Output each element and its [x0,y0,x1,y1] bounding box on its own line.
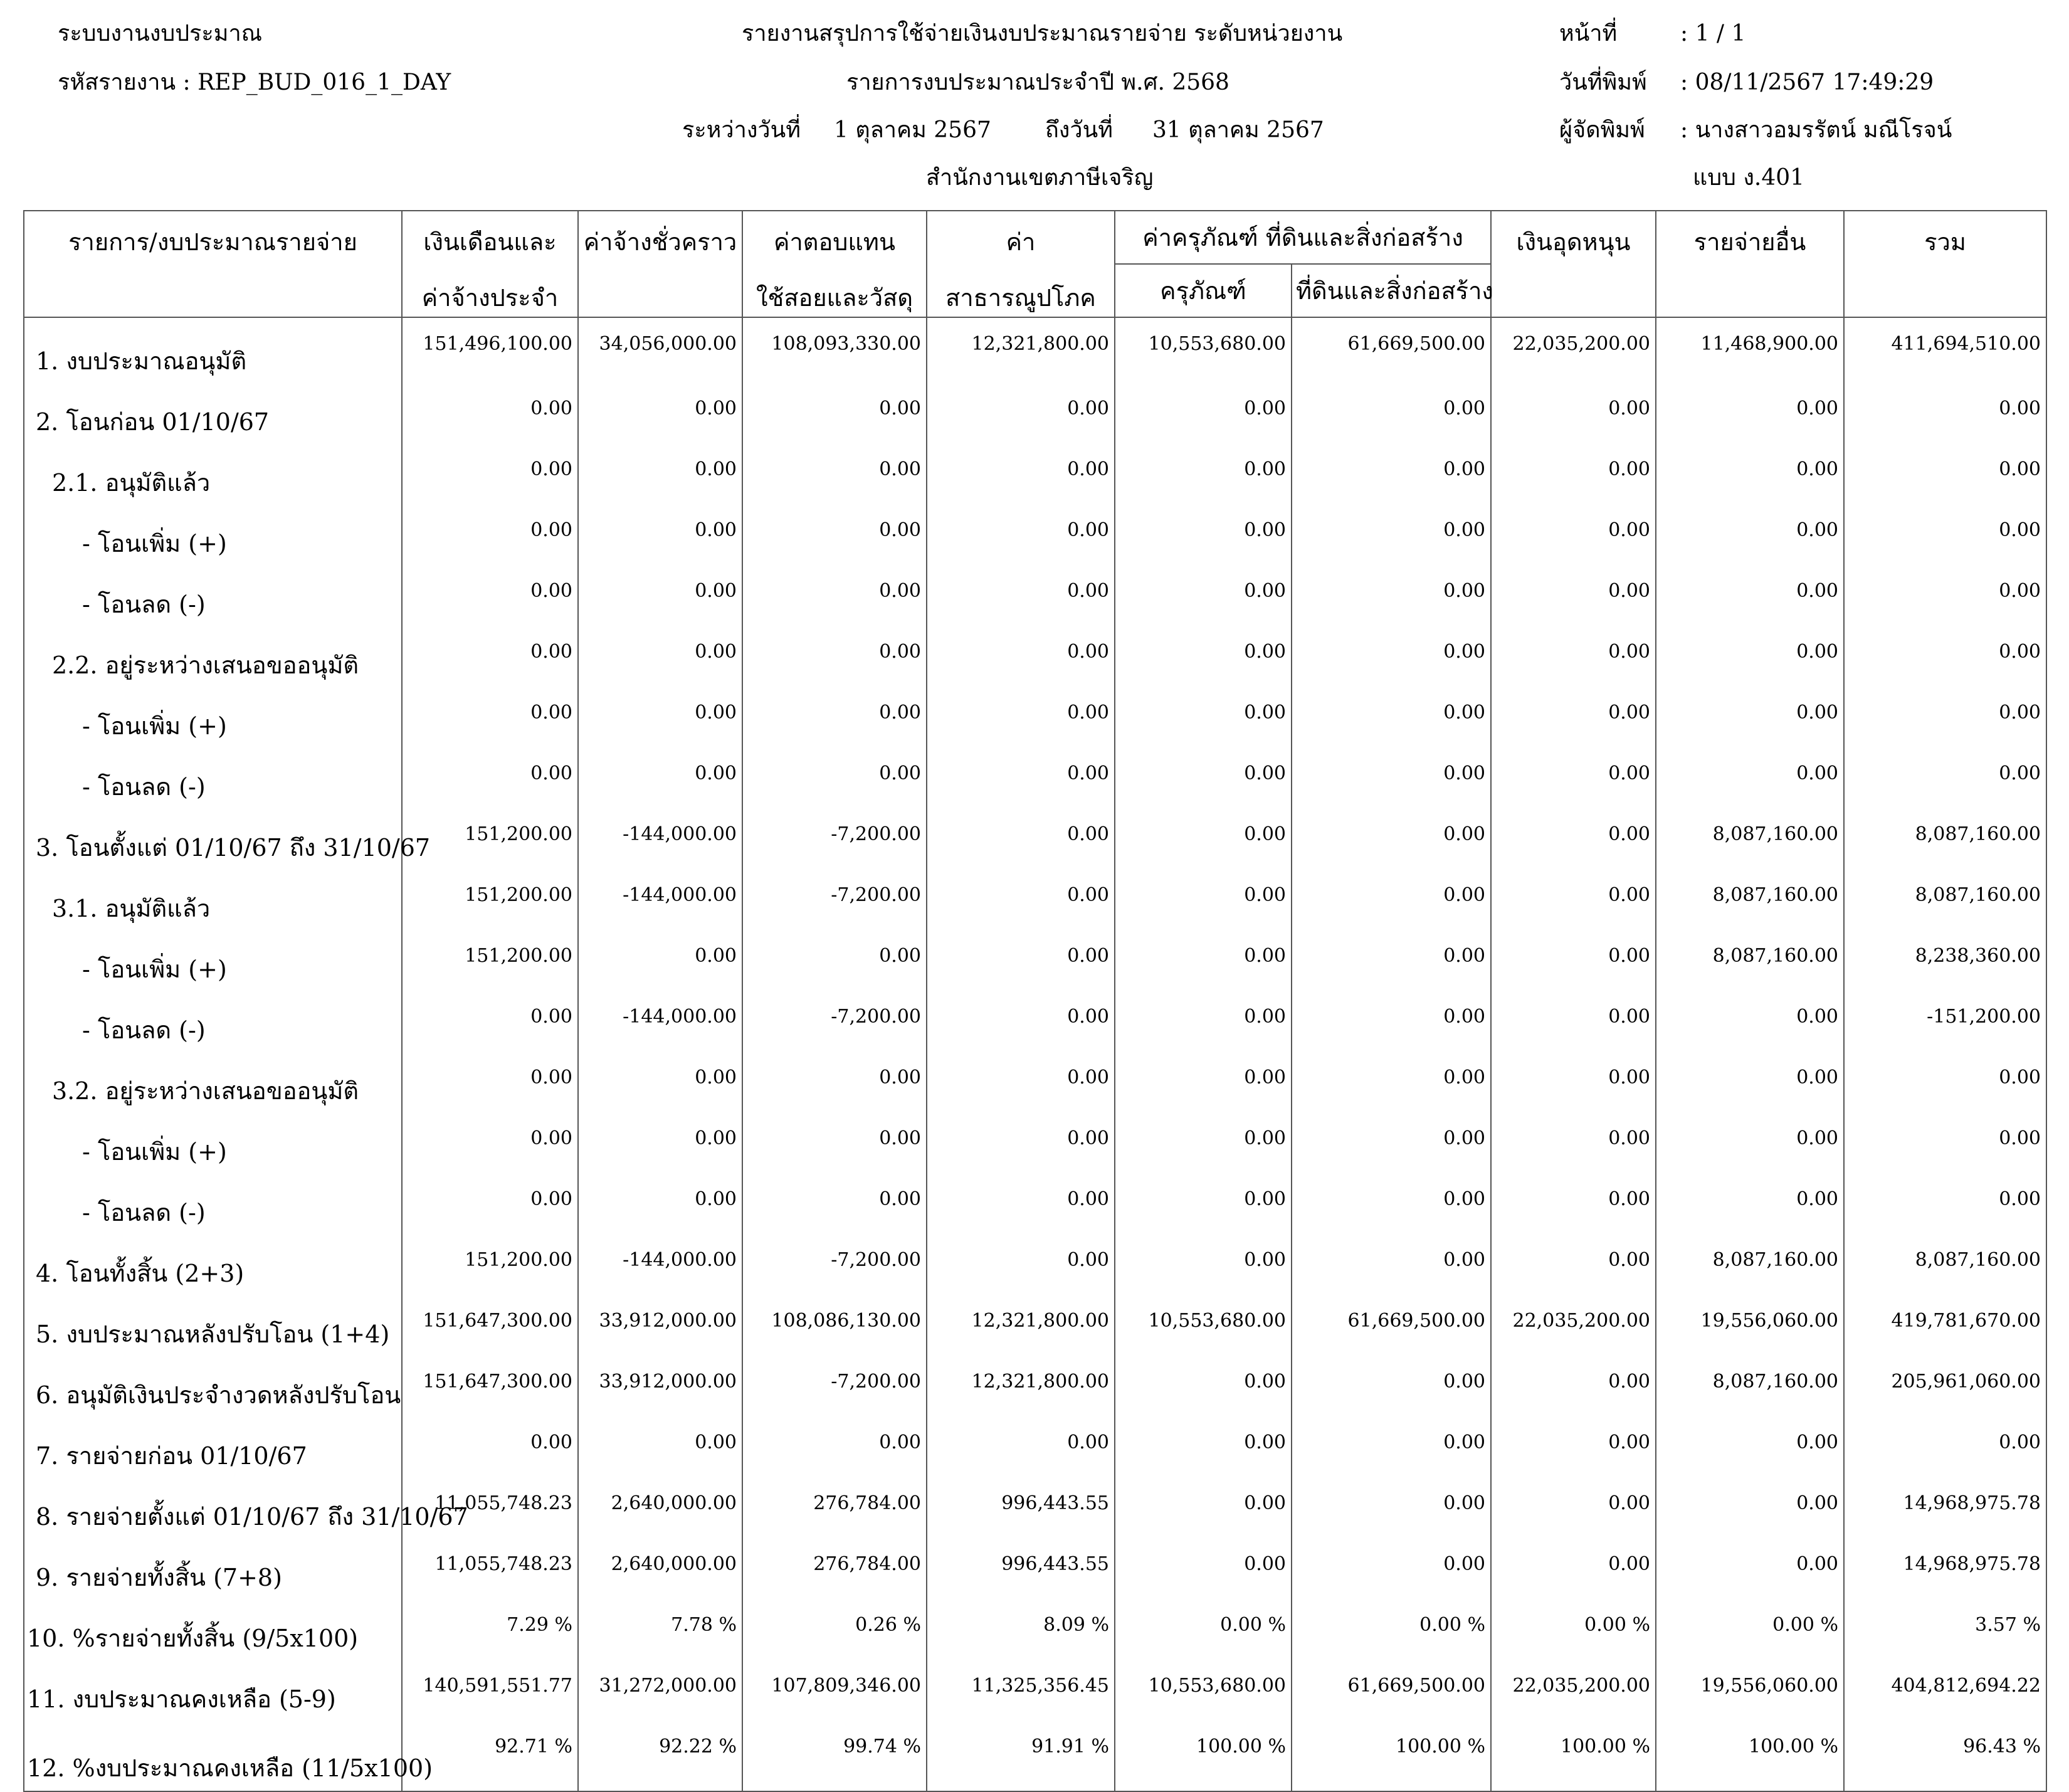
row-value: 14,968,975.78 [1844,1478,2046,1539]
table-row [24,1114,2046,1174]
row-value: 0.00 [1491,1053,1656,1114]
table-row [24,1174,2046,1235]
row-label: 12. %งบประมาณคงเหลือ (11/5x100) [24,1722,402,1791]
row-value: -7,200.00 [742,809,927,870]
table-row [24,1600,2046,1661]
report-subtitle: รายการงบประมาณประจำปี พ.ศ. 2568 [846,70,1229,95]
row-value: 8,087,160.00 [1844,809,2046,870]
row-value: 151,200.00 [402,1235,578,1296]
row-value: 0.00 [1656,445,1844,505]
row-value: 0.00 [927,1174,1115,1235]
row-value: 0.00 [1292,809,1491,870]
row-value: 0.00 [1491,505,1656,566]
table-row [24,566,2046,627]
row-value: 12,321,800.00 [927,317,1115,384]
row-value: 11,055,748.23 [402,1539,578,1600]
row-value: 0.00 [742,445,927,505]
row-value: 10,553,680.00 [1115,317,1292,384]
table-row [24,1539,2046,1600]
col-header-item: รายการ/งบประมาณรายจ่าย [24,211,402,317]
row-value: -7,200.00 [742,1357,927,1418]
row-value: 8,238,360.00 [1844,931,2046,992]
table-row [24,627,2046,688]
row-value: 22,035,200.00 [1491,1661,1656,1722]
row-value: 0.00 [1491,809,1656,870]
row-value: 61,669,500.00 [1292,317,1491,384]
printer-value: : นางสาวอมรรัตน์ มณีโรจน์ [1680,117,1952,143]
row-value: 0.00 [927,931,1115,992]
row-value: 0.00 [1292,627,1491,688]
row-value: 0.00 [1844,505,2046,566]
row-value: 0.00 % [1115,1600,1292,1661]
row-label: 3. โอนตั้งแต่ 01/10/67 ถึง 31/10/67 [24,809,402,870]
row-value: 205,961,060.00 [1844,1357,2046,1418]
table-row [24,992,2046,1053]
row-value: 0.00 [402,1053,578,1114]
row-value: -7,200.00 [742,992,927,1053]
row-value: 0.00 [578,445,742,505]
row-label: 8. รายจ่ายตั้งแต่ 01/10/67 ถึง 31/10/67 [24,1478,402,1539]
table-row [24,931,2046,992]
row-value: 8,087,160.00 [1844,1235,2046,1296]
row-value: 0.00 [1115,992,1292,1053]
row-value: 0.00 [1292,1357,1491,1418]
report-title: รายงานสรุปการใช้จ่ายเงินงบประมาณรายจ่าย ระดับหน่วยงาน [742,21,1343,46]
row-label: 9. รายจ่ายทั้งสิ้น (7+8) [24,1539,402,1600]
row-value: -144,000.00 [578,809,742,870]
row-value: 99.74 % [742,1722,927,1791]
row-value: 0.00 [1844,1114,2046,1174]
row-label: 2.2. อยู่ระหว่างเสนอขออนุมัติ [24,627,402,688]
row-value: 0.00 [1115,809,1292,870]
table-row [24,1661,2046,1722]
row-value: -151,200.00 [1844,992,2046,1053]
row-value: 0.00 [742,627,927,688]
row-value: 7.78 % [578,1600,742,1661]
row-value: 0.00 [1115,566,1292,627]
row-value: 0.00 [578,505,742,566]
row-value: 0.00 [1491,1539,1656,1600]
row-value: 0.00 [578,1053,742,1114]
row-value: 8.09 % [927,1600,1115,1661]
row-value: 0.00 [402,627,578,688]
from-date: 1 ตุลาคม 2567 [834,117,991,143]
budget-report-table [23,210,2047,1792]
row-value: 0.00 [1491,992,1656,1053]
row-value: 0.00 [1491,870,1656,931]
row-value: 10,553,680.00 [1115,1661,1292,1722]
printer-label: ผู้จัดพิมพ์ [1559,117,1645,143]
row-value: 0.00 [927,1235,1115,1296]
row-value: 0.00 % [1656,1600,1844,1661]
row-value: 100.00 % [1115,1722,1292,1791]
row-value: 140,591,551.77 [402,1661,578,1722]
row-value: 8,087,160.00 [1844,870,2046,931]
row-value: 0.00 [1844,1418,2046,1478]
row-value: 0.00 [1491,1418,1656,1478]
row-value: 0.00 [402,992,578,1053]
row-value: 0.00 [742,384,927,445]
col-header-compensation: ค่าตอบแทน ใช้สอยและวัสดุ [742,211,927,317]
row-label: 6. อนุมัติเงินประจำงวดหลังปรับโอน [24,1357,402,1418]
row-value: 0.00 [578,1114,742,1174]
row-value: 12,321,800.00 [927,1296,1115,1357]
row-value: 151,647,300.00 [402,1296,578,1357]
row-value: 0.00 [1292,1114,1491,1174]
row-value: 0.00 [1491,1357,1656,1418]
row-value: 0.00 [1292,688,1491,749]
row-label: - โอนเพิ่ม (+) [24,1114,402,1174]
row-value: 0.00 [1491,1478,1656,1539]
row-value: 34,056,000.00 [578,317,742,384]
col-header-subsidy: เงินอุดหนุน [1491,211,1656,317]
table-row [24,749,2046,809]
row-value: 151,200.00 [402,809,578,870]
row-value: 11,468,900.00 [1656,317,1844,384]
col-header-salary: เงินเดือนและ ค่าจ้างประจำ [402,211,578,317]
row-value: 0.00 [1115,870,1292,931]
col-header-land: ที่ดินและสิ่งก่อสร้าง [1292,264,1491,317]
row-value: 0.00 [1491,384,1656,445]
row-value: 0.00 [1491,688,1656,749]
row-value: 2,640,000.00 [578,1539,742,1600]
row-value: 0.00 [1656,566,1844,627]
row-value: 0.00 [742,566,927,627]
report-body [24,317,2046,1791]
row-value: 0.00 [742,1114,927,1174]
col-header-other: รายจ่ายอื่น [1656,211,1844,317]
row-value: 0.00 [578,1174,742,1235]
from-label: ระหว่างวันที่ [682,117,801,143]
row-value: 0.00 [402,1174,578,1235]
row-value: 0.00 [1115,1114,1292,1174]
row-value: 0.00 [402,688,578,749]
table-row [24,870,2046,931]
row-value: 0.00 [1292,870,1491,931]
row-value: 108,086,130.00 [742,1296,927,1357]
row-value: 0.00 [1115,627,1292,688]
row-value: 0.00 % [1292,1600,1491,1661]
row-value: 996,443.55 [927,1478,1115,1539]
table-row [24,1418,2046,1478]
row-value: 0.00 % [1491,1600,1656,1661]
row-value: 0.00 [1115,445,1292,505]
row-value: 0.00 [402,505,578,566]
row-value: 92.22 % [578,1722,742,1791]
row-label: 4. โอนทั้งสิ้น (2+3) [24,1235,402,1296]
row-label: 2. โอนก่อน 01/10/67 [24,384,402,445]
row-label: - โอนลด (-) [24,749,402,809]
table-row [24,317,2046,384]
row-label: - โอนเพิ่ม (+) [24,688,402,749]
row-value: 0.00 [1844,688,2046,749]
row-value: 0.00 [927,566,1115,627]
row-value: 0.00 [742,505,927,566]
row-label: 3.2. อยู่ระหว่างเสนอขออนุมัติ [24,1053,402,1114]
row-value: 11,055,748.23 [402,1478,578,1539]
row-value: 276,784.00 [742,1539,927,1600]
row-value: 0.00 [1491,627,1656,688]
row-value: 22,035,200.00 [1491,1296,1656,1357]
row-value: 0.00 [1491,566,1656,627]
row-value: 151,200.00 [402,931,578,992]
row-value: 0.00 [1656,1174,1844,1235]
table-row [24,1357,2046,1418]
row-value: 0.00 [1292,992,1491,1053]
row-value: 0.00 [1656,627,1844,688]
row-value: 0.00 [1292,445,1491,505]
row-value: 0.00 [578,1418,742,1478]
row-value: 0.00 [1491,749,1656,809]
table-row [24,1296,2046,1357]
row-value: -144,000.00 [578,1235,742,1296]
row-value: 404,812,694.22 [1844,1661,2046,1722]
row-label: - โอนลด (-) [24,1174,402,1235]
row-value: 0.00 [1115,1053,1292,1114]
row-value: 0.00 [1292,1235,1491,1296]
row-value: 61,669,500.00 [1292,1296,1491,1357]
row-value: 0.00 [927,445,1115,505]
row-value: 92.71 % [402,1722,578,1791]
row-value: 0.00 [402,749,578,809]
row-value: 0.00 [402,445,578,505]
row-value: 0.00 [1844,384,2046,445]
row-value: 0.00 [1656,384,1844,445]
row-value: 0.00 [578,749,742,809]
row-value: 0.00 [1115,1357,1292,1418]
row-value: -144,000.00 [578,870,742,931]
row-label: 10. %รายจ่ายทั้งสิ้น (9/5x100) [24,1600,402,1661]
row-value: 11,325,356.45 [927,1661,1115,1722]
to-label: ถึงวันที่ [1045,117,1113,143]
row-value: 0.00 [1656,1053,1844,1114]
row-value: 100.00 % [1656,1722,1844,1791]
row-value: 10,553,680.00 [1115,1296,1292,1357]
row-value: 3.57 % [1844,1600,2046,1661]
row-value: 0.00 [1292,1053,1491,1114]
row-value: 0.00 [1292,505,1491,566]
row-value: 0.00 [1844,1053,2046,1114]
row-value: 0.00 [927,627,1115,688]
row-label: - โอนเพิ่ม (+) [24,505,402,566]
row-value: -144,000.00 [578,992,742,1053]
row-value: 2,640,000.00 [578,1478,742,1539]
row-value: 31,272,000.00 [578,1661,742,1722]
row-value: 0.00 [1656,1418,1844,1478]
row-value: 0.00 [927,1114,1115,1174]
office-name: สำนักงานเขตภาษีเจริญ [926,165,1154,191]
row-value: 8,087,160.00 [1656,1357,1844,1418]
col-header-total: รวม [1844,211,2046,317]
table-row [24,505,2046,566]
row-value: 0.00 [1292,566,1491,627]
row-value: 0.00 [742,1174,927,1235]
row-value: 0.00 [1491,445,1656,505]
table-row [24,809,2046,870]
row-value: 8,087,160.00 [1656,870,1844,931]
row-value: 96.43 % [1844,1722,2046,1791]
row-value: 0.00 [402,1114,578,1174]
row-label: 1. งบประมาณอนุมัติ [24,317,402,384]
row-value: 0.00 [1656,1478,1844,1539]
row-value: 22,035,200.00 [1491,317,1656,384]
row-value: 0.00 [1292,384,1491,445]
row-value: 12,321,800.00 [927,1357,1115,1418]
row-value: 0.00 [1115,1235,1292,1296]
row-value: 0.00 [927,749,1115,809]
row-value: 107,809,346.00 [742,1661,927,1722]
row-value: 996,443.55 [927,1539,1115,1600]
row-value: 0.00 [1844,1174,2046,1235]
table-row [24,1478,2046,1539]
row-value: 0.00 [927,992,1115,1053]
row-value: 0.00 [1292,1418,1491,1478]
row-value: 151,496,100.00 [402,317,578,384]
row-value: 19,556,060.00 [1656,1296,1844,1357]
row-value: 0.00 [1656,749,1844,809]
row-value: 0.00 [578,931,742,992]
row-value: 0.00 [927,688,1115,749]
table-row [24,384,2046,445]
row-value: 0.00 [927,1053,1115,1114]
row-value: 0.00 [927,1418,1115,1478]
table-row [24,688,2046,749]
row-value: 419,781,670.00 [1844,1296,2046,1357]
row-value: 0.00 [1656,992,1844,1053]
col-header-equipment: ครุภัณฑ์ [1115,264,1292,317]
system-name: ระบบงานงบประมาณ [58,21,263,46]
form-code: แบบ ง.401 [1693,165,1805,191]
row-value: 8,087,160.00 [1656,1235,1844,1296]
row-value: 0.00 [402,384,578,445]
row-value: 0.00 [1656,505,1844,566]
row-value: 108,093,330.00 [742,317,927,384]
row-value: 0.00 [742,749,927,809]
row-value: 151,200.00 [402,870,578,931]
row-value: 8,087,160.00 [1656,931,1844,992]
row-value: 0.00 [742,688,927,749]
row-value: 0.00 [742,931,927,992]
row-value: 0.00 [578,688,742,749]
print-date-label: วันที่พิมพ์ [1559,70,1647,95]
row-label: 3.1. อนุมัติแล้ว [24,870,402,931]
row-value: 0.00 [402,1418,578,1478]
row-value: 33,912,000.00 [578,1357,742,1418]
row-value: 0.00 [1115,505,1292,566]
row-value: 100.00 % [1491,1722,1656,1791]
row-value: 0.00 [1491,931,1656,992]
row-label: 5. งบประมาณหลังปรับโอน (1+4) [24,1296,402,1357]
row-value: 0.00 [1844,445,2046,505]
row-value: 0.00 [1844,627,2046,688]
row-value: 0.00 [1491,1174,1656,1235]
row-value: 0.00 [927,870,1115,931]
row-value: 0.00 [1115,1174,1292,1235]
print-date-value: : 08/11/2567 17:49:29 [1680,70,1934,95]
row-value: 0.00 [1115,1418,1292,1478]
col-header-temp-wage: ค่าจ้างชั่วคราว [578,211,742,317]
row-label: 2.1. อนุมัติแล้ว [24,445,402,505]
row-value: 0.00 [1292,931,1491,992]
row-value: 0.00 [1491,1235,1656,1296]
row-value: 0.00 [578,627,742,688]
row-value: 151,647,300.00 [402,1357,578,1418]
row-value: 0.00 [1656,1539,1844,1600]
table-row [24,445,2046,505]
row-value: 0.00 [578,384,742,445]
table-row [24,1235,2046,1296]
row-value: 61,669,500.00 [1292,1661,1491,1722]
row-value: 0.00 [1115,931,1292,992]
row-value: 0.00 [1115,1478,1292,1539]
row-value: 0.00 [1115,688,1292,749]
row-label: 7. รายจ่ายก่อน 01/10/67 [24,1418,402,1478]
col-header-capital: ค่าครุภัณฑ์ ที่ดินและสิ่งก่อสร้าง [1115,211,1491,264]
to-date: 31 ตุลาคม 2567 [1152,117,1324,143]
row-value: 0.00 [1844,566,2046,627]
col-header-utilities: ค่า สาธารณูปโภค [927,211,1115,317]
row-value: 33,912,000.00 [578,1296,742,1357]
row-label: - โอนลด (-) [24,992,402,1053]
row-value: 100.00 % [1292,1722,1491,1791]
report-code: รหัสรายงาน : REP_BUD_016_1_DAY [58,70,451,95]
row-value: 0.00 [1292,1478,1491,1539]
row-value: -7,200.00 [742,870,927,931]
row-value: 0.00 [742,1053,927,1114]
row-label: 11. งบประมาณคงเหลือ (5-9) [24,1661,402,1722]
row-value: 276,784.00 [742,1478,927,1539]
row-value: 0.00 [1491,1114,1656,1174]
row-value: 0.00 [402,566,578,627]
row-value: 0.00 [1292,1174,1491,1235]
row-value: 0.00 [742,1418,927,1478]
row-value: 14,968,975.78 [1844,1539,2046,1600]
table-row [24,1053,2046,1114]
row-value: 411,694,510.00 [1844,317,2046,384]
row-value: 0.00 [578,566,742,627]
page-value: : 1 / 1 [1680,21,1746,46]
row-value: 0.00 [1115,749,1292,809]
row-value: 0.00 [1292,1539,1491,1600]
page-label: หน้าที่ [1559,21,1618,46]
row-value: 0.00 [927,809,1115,870]
row-value: 0.00 [1292,749,1491,809]
table-row [24,1722,2046,1791]
row-value: 0.00 [1656,688,1844,749]
row-value: 19,556,060.00 [1656,1661,1844,1722]
row-value: 0.00 [1656,1114,1844,1174]
row-value: 0.00 [1115,384,1292,445]
row-label: - โอนเพิ่ม (+) [24,931,402,992]
row-value: 8,087,160.00 [1656,809,1844,870]
row-value: 0.00 [927,384,1115,445]
row-value: 7.29 % [402,1600,578,1661]
row-value: 0.00 [927,505,1115,566]
row-value: 91.91 % [927,1722,1115,1791]
row-value: 0.26 % [742,1600,927,1661]
row-label: - โอนลด (-) [24,566,402,627]
row-value: 0.00 [1844,749,2046,809]
row-value: -7,200.00 [742,1235,927,1296]
row-value: 0.00 [1115,1539,1292,1600]
